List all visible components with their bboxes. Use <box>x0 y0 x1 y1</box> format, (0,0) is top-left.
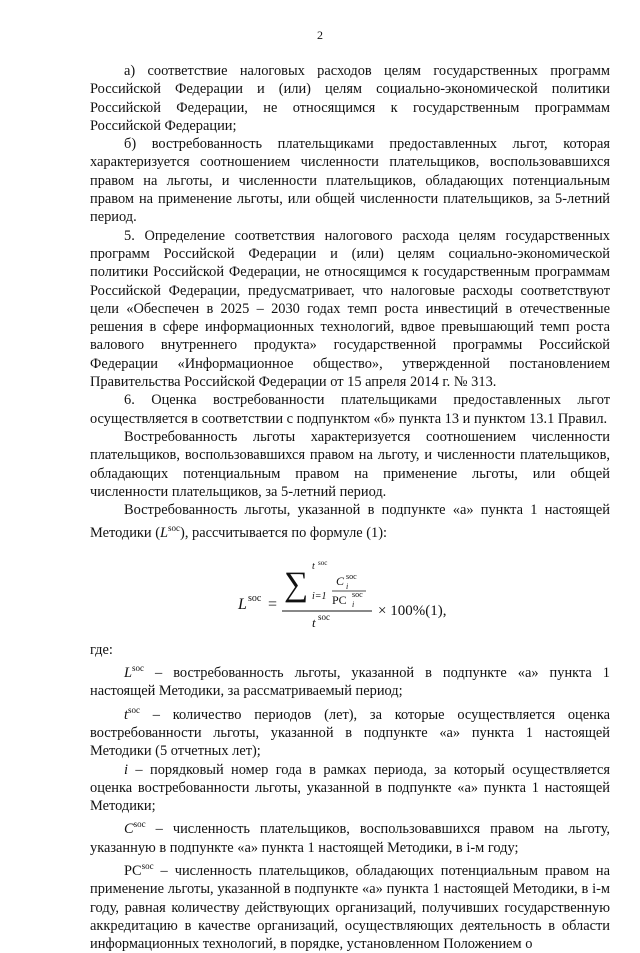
formula-1 <box>90 559 610 637</box>
paragraph-5: 5. Определение соответствия налогового расхода целям государственных программ Российской Федерации и (или) целям социально-экономической политики Российской Федерации, не относящимся к государственным программам Российской Федерации, предусматривает, что налоговые расходы соответствуют цели «Обеспечен в 2025 – 2030 годах темп роста инвестиций в отечественные решения в сфере информационных технологий, вдвое превышающий темп роста валового внутреннего продукта» государственной программы Российской Федерации «Информационное общество», утвержденной постановлением Правительства Российской Федерации от 15 апреля 2014 г. № 313. <box>90 227 610 391</box>
paragraph-8-end: , рассчитывается по формуле (1): <box>184 525 388 542</box>
inner-c: C <box>336 573 345 588</box>
def-t-text: – количество периодов (лет), за которые осуществляется оценка востребованности льготы, указанной в подпункте «а» пункта 1 настоящей Методики (5 отчетных лет); <box>90 706 610 760</box>
document-body <box>90 62 610 953</box>
inner-pc-sup: soc <box>352 589 363 599</box>
formula-l: L <box>238 595 247 613</box>
formula-l-sup: soc <box>248 592 262 604</box>
where-label: где: <box>90 641 113 658</box>
sum-upper-soc: soc <box>318 558 328 567</box>
inner-pc-sub: i <box>352 599 355 609</box>
inner-c-sub: i <box>346 581 349 591</box>
definition-c: $C^{soc}$ – численность плательщиков, воспользовавшихся правом на льготу, указанную в подпункте «а» пункта 1 настоящей Методики, в i-м году; <box>90 819 610 856</box>
paragraph-a: а) соответствие налоговых расходов целям государственных программ Российской Федерации и (или) целям социально-экономической политики Российской Федерации, не относящимся к государственным программам Российской Федерации; <box>90 63 610 134</box>
def-pc-text: – численность плательщиков, обладающих потенциальным правом на применение льготы, указанной в подпункте «а» пункта 1 настоящей Методики, в i-м году, равная количеству действующих организаций, получивших государственную аккредитацию в качестве организаций, осуществляющих деятельность в области информационных технологий, в порядке, установленном Положением о <box>90 862 610 953</box>
def-l-symbol: L <box>124 665 133 682</box>
def-l-text: – востребованность льготы, указанной в подпункте «а» пункта 1 настоящей Методики, за рассматриваемый период; <box>90 665 610 700</box>
def-t-symbol: t <box>124 706 128 723</box>
sum-lower: i=1 <box>312 590 327 602</box>
page-number: 2 <box>317 28 323 42</box>
def-i-text: – порядковый номер года в рамках периода, за который осуществляется оценка востребованности льготы, указанной в подпункте «а» пункта 1 настоящей Методики; <box>90 761 610 815</box>
def-pc-symbol: PC <box>124 862 142 879</box>
formula-svg <box>90 559 610 637</box>
inner-c-sup: soc <box>346 571 357 581</box>
def-c-symbol: C <box>124 821 134 838</box>
denominator-t: t <box>312 614 316 630</box>
def-c-text: – численность плательщиков, воспользовавшихся правом на льготу, указанную в подпункте «а» пункта 1 настоящей Методики, в i-м году; <box>90 821 610 856</box>
definition-pc: $PC^{soc}$ – численность плательщиков, обладающих потенциальным правом на применение льготы, указанной в подпункте «а» пункта 1 настоящей Методики, в i-м году, равная количеству действующих организаций, получивших государственную аккредитацию в качестве организаций, осуществляющих деятельность в области информационных технологий, в порядке, установленном Положением о <box>90 860 610 953</box>
definition-l: $L^{soc}$ – востребованность льготы, указанной в подпункте «а» пункта 1 настоящей Методики, за рассматриваемый период; <box>90 663 610 700</box>
inner-pc: PC <box>332 592 347 607</box>
symbol-l-soc-inline: $(L^{soc})$ <box>155 523 185 542</box>
paragraph-6: 6. Оценка востребованности плательщиками предоставленных льгот осуществляется в соответствии с подпунктом «б» пункта 13 и пунктом 13.1 Правил. <box>90 392 610 427</box>
definition-t: $t^{soc}$ – количество периодов (лет), за которые осуществляется оценка востребованности льготы, указанной в подпункте «а» пункта 1 настоящей Методики (5 отчетных лет); <box>90 704 610 760</box>
formula-times: × 100%(1), <box>378 602 447 619</box>
paragraph-8 <box>90 501 610 543</box>
sum-upper-t: t <box>312 560 315 572</box>
denominator-soc: soc <box>318 611 330 622</box>
sum-sign: ∑ <box>284 565 309 603</box>
definition-i <box>90 761 610 816</box>
formula-equals: = <box>268 595 278 613</box>
paragraph-8-start: Востребованность льготы, указанной в подпункте «а» пункта 1 настоящей Методики <box>90 502 610 542</box>
paragraph-b: б) востребованность плательщиками предоставленных льгот, которая характеризуется соотношением численности плательщиков, воспользовавшихся правом на льготы, и численности плательщиков, обладающих потенциальным правом на применение льготы, или общей численности плательщиков, за 5-летний период. <box>90 136 610 226</box>
paragraph-7: Востребованность льготы характеризуется соотношением численности плательщиков, воспользовавшихся правом на льготу, и численности плательщиков, обладающих потенциальным правом на применение льготы, или общей численности плательщиков, за 5-летний период. <box>90 428 610 500</box>
def-i-symbol: i <box>124 761 128 778</box>
